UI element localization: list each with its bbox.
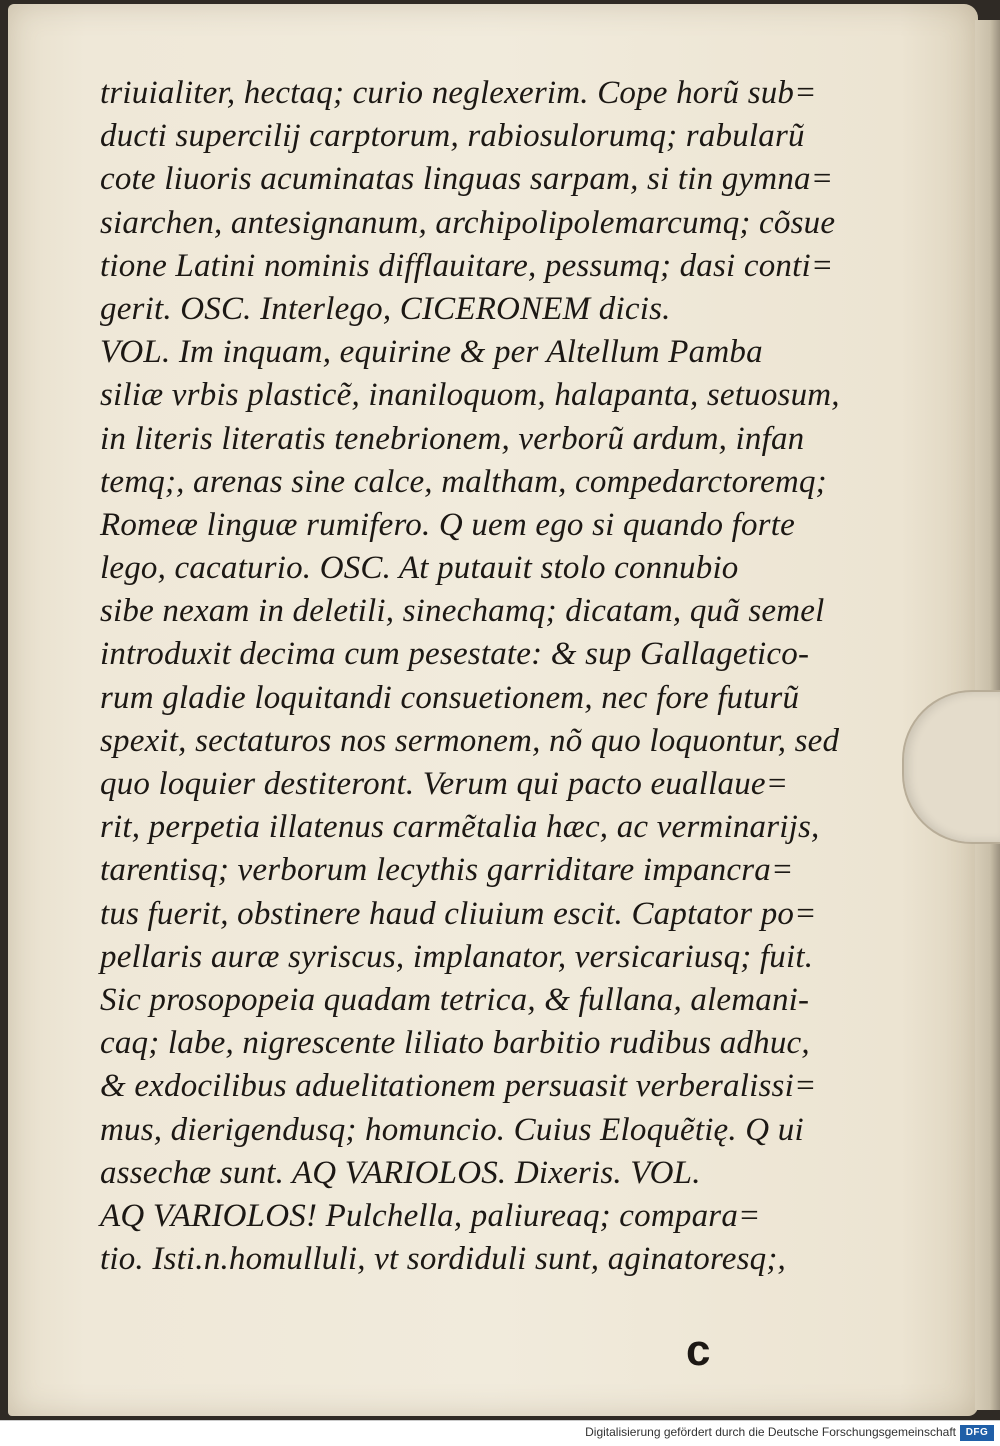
- text-line: quo loquier destiteront. Verum qui pacto euallaue=: [100, 766, 789, 802]
- text-line: siarchen, antesignanum, archipolipolemarcumq; cõsue: [100, 204, 836, 241]
- body-text: [100, 72, 840, 1281]
- text-line: rit, perpetia illatenus carmẽtalia hæc, ac verminarijs,: [100, 809, 820, 846]
- text-line: lego, cacaturio. OSC. At putauit stolo connubio: [100, 550, 739, 587]
- text-line: tio. Isti.n.homulluli, vt sordiduli sunt, aginatoresq;,: [100, 1241, 786, 1278]
- text-line: gerit. OSC. Interlego, CICERONEM dicis.: [100, 290, 671, 327]
- footer-credit: Digitalisierung gefördert durch die Deutsche Forschungsgemeinschaft: [585, 1425, 956, 1439]
- text-line: tarentisq; verborum lecythis garriditare impancra=: [100, 852, 794, 889]
- text-line: rum gladie loquitandi consuetionem, nec fore futurũ: [100, 679, 800, 716]
- text-line: spexit, sectaturos nos sermonem, nõ quo loquontur, sed: [100, 722, 840, 759]
- footer-bar: [0, 1420, 1000, 1446]
- text-line: Romeæ linguæ rumifero. Q uem ego si quando forte: [100, 506, 795, 543]
- dfg-logo-icon: DFG: [960, 1425, 994, 1441]
- signature-mark: c: [686, 1326, 711, 1375]
- text-line: temq;, arenas sine calce, maltham, compedarctoremq;: [100, 463, 827, 500]
- text-line: ducti supercilij carptorum, rabiosulorumq; rabularũ: [100, 118, 805, 155]
- text-line: cote liuoris acuminatas linguas sarpam, si tin gymna=: [100, 161, 834, 198]
- text-line: triuialiter, hectaq; curio neglexerim. Cope horũ sub=: [100, 75, 817, 111]
- text-line: introduxit decima cum pesestate: & sup Gallagetico-: [100, 636, 810, 673]
- text-line: caq; labe, nigrescente liliato barbitio rudibus adhuc,: [100, 1025, 810, 1062]
- text-line: Sic prosopopeia quadam tetrica, & fullana, alemani-: [100, 981, 810, 1018]
- text-line: pellaris auræ syriscus, implanator, versicariusq; fuit.: [100, 938, 814, 975]
- text-line: assechæ sunt. AQ VARIOLOS. Dixeris. VOL.: [100, 1154, 701, 1191]
- text-line: mus, dierigendusq; homuncio. Cuius Eloquẽtię. Q ui: [100, 1111, 804, 1148]
- text-line: VOL. Im inquam, equirine & per Altellum Pamba: [100, 334, 763, 371]
- text-line: tus fuerit, obstinere haud cliuium escit. Captator po=: [100, 895, 817, 932]
- text-line: sibe nexam in deletili, sinechamq; dicatam, quã semel: [100, 593, 825, 630]
- text-line: AQ VARIOLOS! Pulchella, paliureaq; compara=: [100, 1197, 761, 1234]
- text-line: & exdocilibus aduelitationem persuasit verberalissi=: [100, 1068, 817, 1105]
- text-line: tione Latini nominis difflauitare, pessumq; dasi conti=: [100, 247, 834, 284]
- text-line: siliæ vrbis plasticẽ, inaniloquom, halapanta, setuosum,: [100, 377, 840, 414]
- text-line: in literis literatis tenebrionem, verborũ ardum, infan: [100, 420, 805, 457]
